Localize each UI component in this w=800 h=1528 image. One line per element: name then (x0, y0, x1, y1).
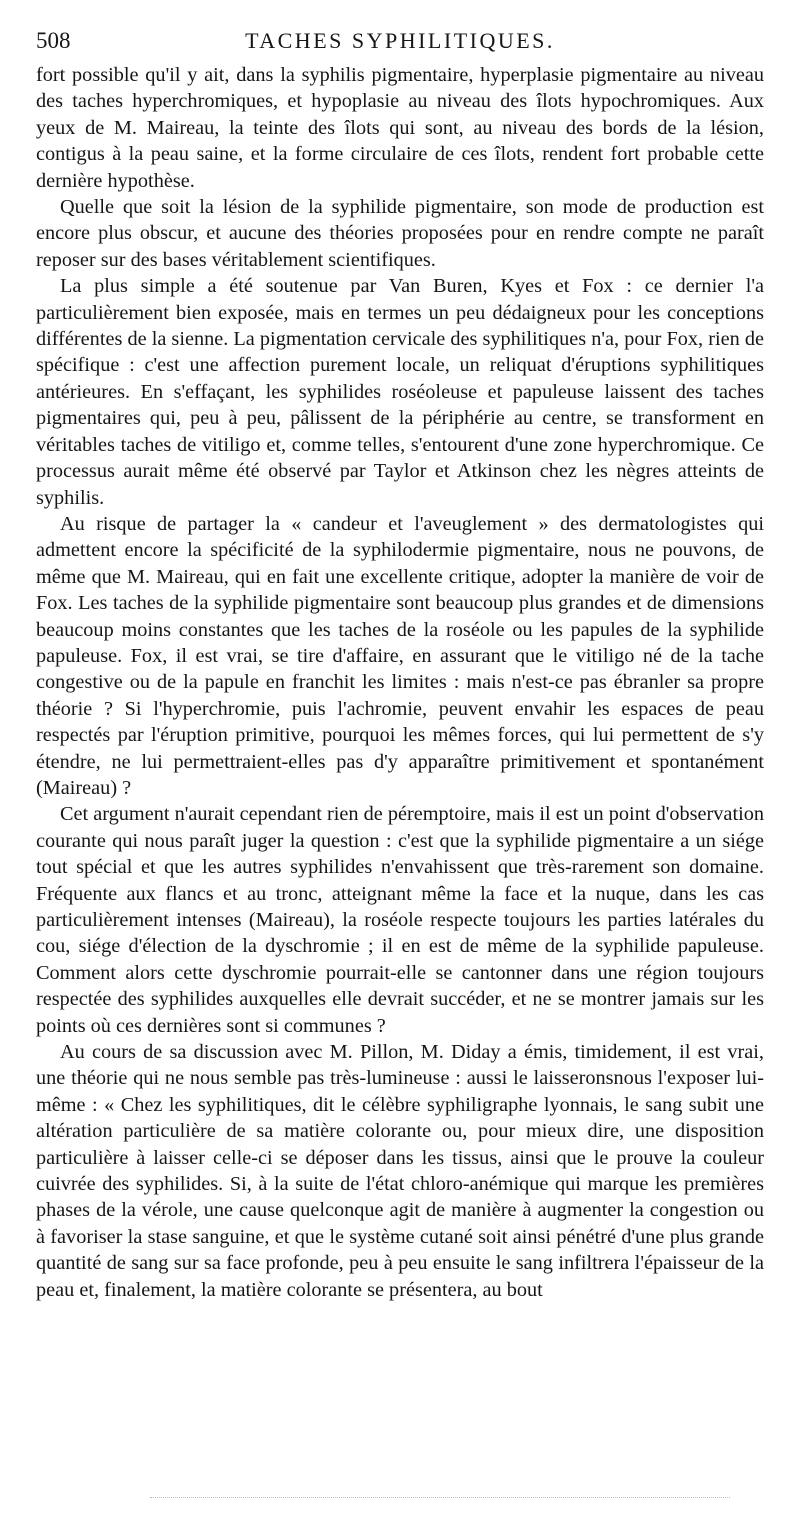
paragraph: fort possible qu'il y ait, dans la syphilis pigmentaire, hyperplasie pigmentaire au niveau des taches hyperchromiques, et hypoplasie au niveau des îlots hypochromiques. Aux yeux de M. Maireau, la teinte des îlots qui sont, au niveau des bords de la lésion, contigus à la peau saine, et la forme circulaire de ces îlots, rendent fort probable cette dernière hypothèse. (36, 64, 764, 192)
paragraph: Cet argument n'aurait cependant rien de péremptoire, mais il est un point d'observation courante qui nous paraît juger la question : c'est que la syphilide pigmentaire a un siége tout spécial et que les autres syphilides n'envahissent que très-rarement son domaine. Fréquente aux flancs et au tronc, atteignant même la face et la nuque, dans les cas particulièrement intenses (Maireau), la roséole respecte toujours les parties latérales du cou, siége d'élection de la dyschromie ; il en est de même de la syphilide papuleuse. Comment alors cette dyschromie pourrait-elle se cantonner dans une région toujours respectée des syphilides auxquelles elle devrait succéder, et ne se montrer jamais sur les points où ces dernières sont si communes ? (36, 803, 764, 1037)
page-number: 508 (36, 28, 71, 53)
running-head (36, 28, 764, 56)
bottom-divider (150, 1497, 730, 1498)
paragraph: Au cours de sa discussion avec M. Pillon, M. Diday a émis, timidement, il est vrai, une théorie qui ne nous semble pas très-lumineuse : aussi le laisseronsnous l'exposer lui-même : « Chez les syphilitiques, dit le célèbre syphiligraphe lyonnais, le sang subit une altération particulière de sa matière colorante ou, pour mieux dire, une disposition particulière à laisser celle-ci se déposer dans les tissus, ainsi que le prouve la couleur cuivrée des syphilides. Si, à la suite de l'état chloro-anémique qui marque les premières phases de la vérole, une cause quelconque agit de manière à augmenter la congestion ou à favoriser la stase sanguine, et que le système cutané soit ainsi pénétré d'une plus grande quantité de sang sur sa face profonde, peu à peu ensuite le sang infiltrera l'épaisseur de la peau et, finalement, la matière colorante se présentera, au bout (36, 1041, 764, 1301)
paragraph: Quelle que soit la lésion de la syphilide pigmentaire, son mode de production est encore plus obscur, et aucune des théories proposées pour en rendre compte ne paraît reposer sur des bases véritablement scientifiques. (36, 196, 764, 271)
body-text (36, 62, 764, 1303)
paragraph: Au risque de partager la « candeur et l'aveuglement » des dermatologistes qui admettent encore la spécificité de la syphilodermie pigmentaire, nous ne pouvons, de même que M. Maireau, qui en fait une excellente critique, adopter la manière de voir de Fox. Les taches de la syphilide pigmentaire sont beaucoup plus grandes et de dimensions beaucoup moins constantes que les taches de la roséole ou les papules de la syphilide papuleuse. Fox, il est vrai, se tire d'affaire, en assurant que le vitiligo né de la tache congestive ou de la papule en franchit les limites : mais n'est-ce pas ébranler sa propre théorie ? Si l'hyperchromie, puis l'achromie, peuvent envahir les espaces de peau respectés par l'éruption primitive, pourquoi les mêmes forces, qui lui permettent de s'y étendre, ne lui permettraient-elles pas d'y apparaître primitivement et spontanément (Maireau) ? (36, 512, 764, 799)
paragraph: La plus simple a été soutenue par Van Buren, Kyes et Fox : ce dernier l'a particulièrement bien exposée, mais en termes un peu dédaigneux pour les conceptions différentes de la sienne. La pigmentation cervicale des syphilitiques n'a, pour Fox, rien de spécifique : c'est une affection purement locale, un reliquat d'éruptions syphilitiques antérieures. En s'effaçant, les syphilides roséoleuse et papuleuse laissent des taches pigmentaires qui, peu à peu, pâlissent de la périphérie au centre, se transforment en véritables taches de vitiligo et, comme telles, s'entourent d'une zone hyperchromique. Ce processus aurait même été observé par Taylor et Atkinson chez les nègres atteints de syphilis. (36, 275, 764, 509)
running-title: TACHES SYPHILITIQUES. (245, 28, 555, 53)
